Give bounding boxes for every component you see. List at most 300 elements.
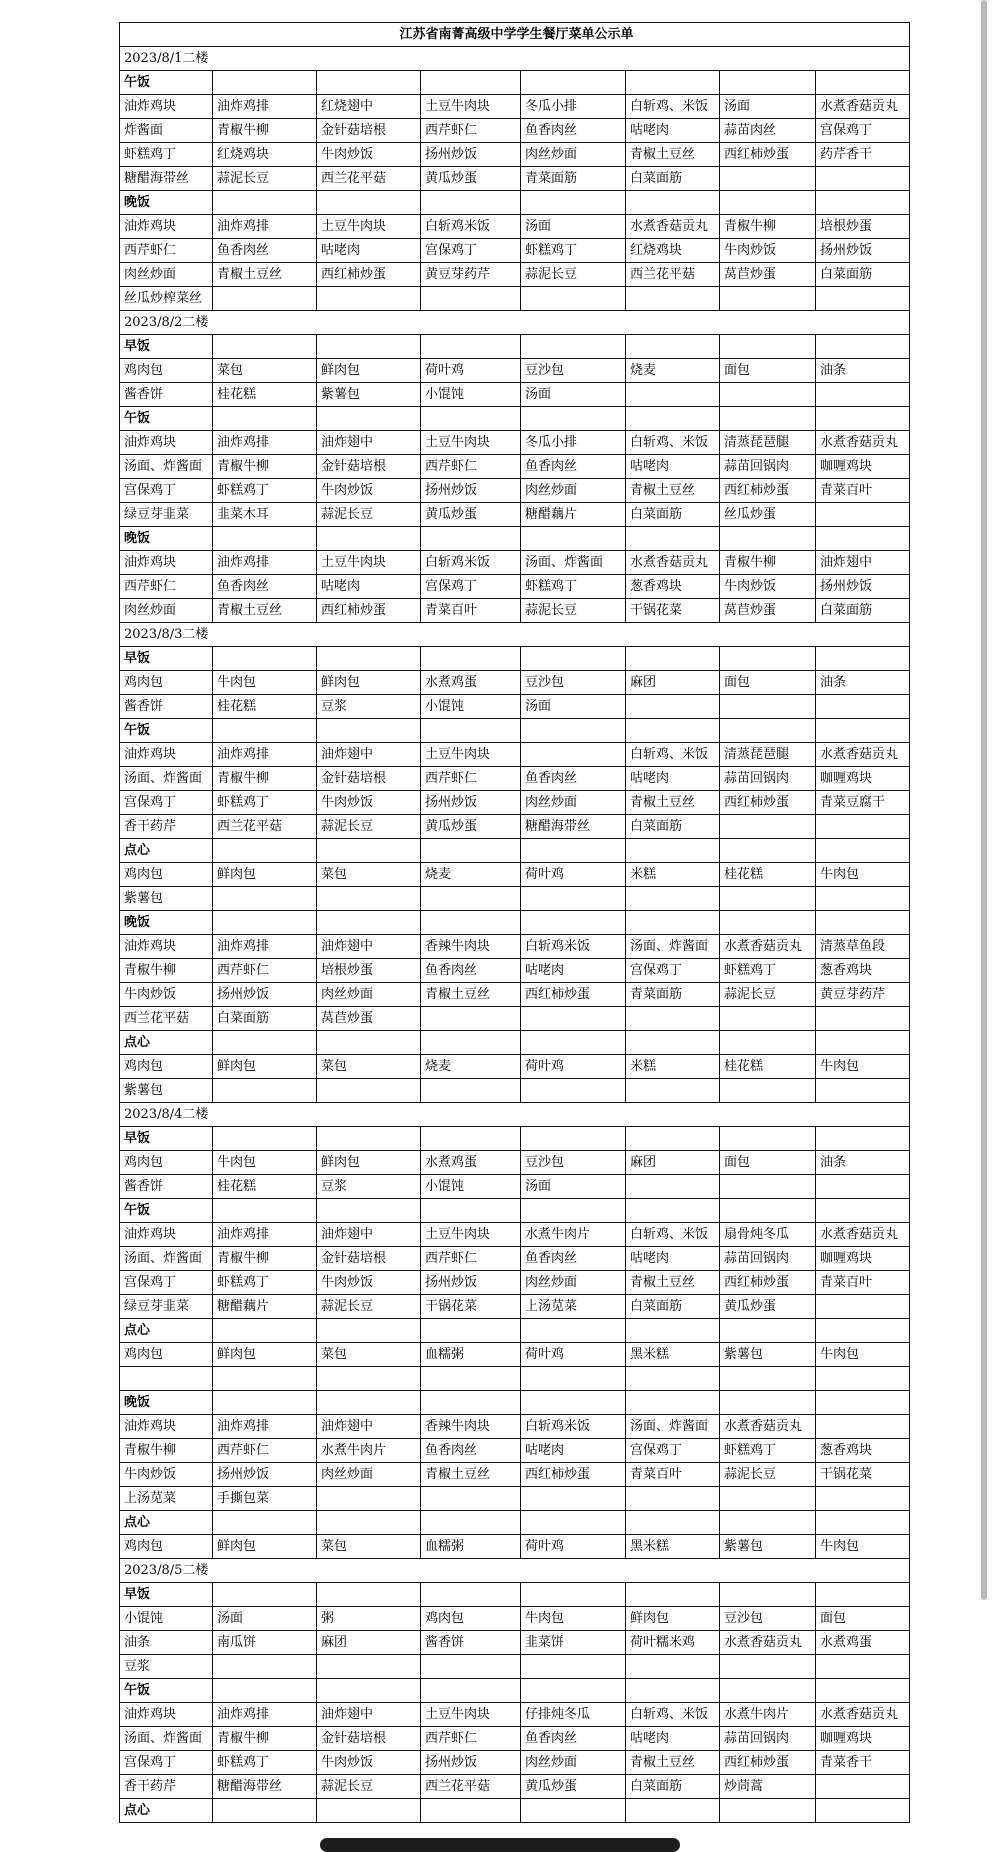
dish-cell: 汤面 xyxy=(521,215,626,239)
dish-cell: 西兰花平菇 xyxy=(626,263,720,287)
dish-cell: 油炸翅中 xyxy=(317,743,421,767)
empty-cell xyxy=(421,1511,521,1535)
empty-cell xyxy=(521,1511,626,1535)
dish-row xyxy=(120,503,910,527)
dish-cell: 鲜肉包 xyxy=(213,1055,317,1079)
dish-cell: 荷叶鸡 xyxy=(521,1535,626,1559)
dish-cell: 香干药芹 xyxy=(120,1775,213,1799)
dish-cell: 油炸鸡块 xyxy=(120,1703,213,1727)
dish-cell xyxy=(720,167,816,191)
dish-row xyxy=(120,791,910,815)
dish-cell: 桂花糕 xyxy=(213,383,317,407)
dish-cell: 糖醋藕片 xyxy=(213,1295,317,1319)
date-row xyxy=(120,47,910,71)
dish-cell: 酱香饼 xyxy=(120,695,213,719)
empty-cell xyxy=(521,911,626,935)
dish-cell: 油炸鸡排 xyxy=(213,95,317,119)
dish-cell: 汤面、炸酱面 xyxy=(120,767,213,791)
dish-cell: 桂花糕 xyxy=(720,863,816,887)
dish-cell: 牛肉炒饭 xyxy=(317,1751,421,1775)
dish-cell: 蒜泥长豆 xyxy=(317,503,421,527)
dish-row xyxy=(120,1775,910,1799)
dish-cell xyxy=(626,1175,720,1199)
dish-cell: 上汤苋菜 xyxy=(521,1295,626,1319)
empty-cell xyxy=(626,719,720,743)
dish-cell: 炸酱面 xyxy=(120,119,213,143)
empty-cell xyxy=(421,719,521,743)
dish-cell: 鱼香肉丝 xyxy=(521,455,626,479)
dish-cell: 油炸鸡块 xyxy=(120,95,213,119)
dish-row xyxy=(120,887,910,911)
dish-cell: 水煮牛肉片 xyxy=(317,1439,421,1463)
dish-row xyxy=(120,1607,910,1631)
dish-cell: 菜包 xyxy=(317,1055,421,1079)
dish-cell: 咕咾肉 xyxy=(521,1439,626,1463)
dish-cell xyxy=(720,383,816,407)
date-header: 2023/8/4二楼 xyxy=(120,1103,910,1127)
empty-cell xyxy=(421,1199,521,1223)
dish-cell: 宫保鸡丁 xyxy=(421,575,521,599)
dish-cell xyxy=(720,695,816,719)
dish-cell xyxy=(816,1367,910,1391)
empty-cell xyxy=(317,1319,421,1343)
dish-cell xyxy=(626,1487,720,1511)
dish-cell: 汤面、炸酱面 xyxy=(626,935,720,959)
dish-cell: 牛肉炒饭 xyxy=(317,143,421,167)
empty-cell xyxy=(521,1391,626,1415)
dish-cell: 菜包 xyxy=(317,1343,421,1367)
dish-cell: 鸡肉包 xyxy=(421,1607,521,1631)
dish-cell: 菜包 xyxy=(317,1535,421,1559)
dish-cell: 虾糕鸡丁 xyxy=(720,959,816,983)
dish-cell: 油炸翅中 xyxy=(317,1703,421,1727)
empty-cell xyxy=(213,1679,317,1703)
empty-cell xyxy=(521,407,626,431)
empty-cell xyxy=(626,1511,720,1535)
dish-cell: 白斩鸡米饭 xyxy=(521,935,626,959)
dish-cell: 西兰花平菇 xyxy=(213,815,317,839)
dish-cell: 蒜苗回锅肉 xyxy=(720,767,816,791)
dish-cell: 金针菇培根 xyxy=(317,119,421,143)
dish-cell: 水煮牛肉片 xyxy=(521,1223,626,1247)
meal-header-row xyxy=(120,1127,910,1151)
dish-cell: 牛肉包 xyxy=(816,1055,910,1079)
dish-cell: 汤面、炸酱面 xyxy=(120,455,213,479)
dish-row xyxy=(120,1295,910,1319)
empty-cell xyxy=(626,1679,720,1703)
dish-cell: 白斩鸡、米饭 xyxy=(626,743,720,767)
dish-cell: 葱香鸡块 xyxy=(816,959,910,983)
dish-cell: 白斩鸡米饭 xyxy=(521,1415,626,1439)
home-indicator-bar[interactable] xyxy=(320,1838,680,1852)
empty-cell xyxy=(720,1319,816,1343)
empty-cell xyxy=(816,839,910,863)
dish-cell: 鱼香肉丝 xyxy=(521,1727,626,1751)
dish-row xyxy=(120,1655,910,1679)
dish-cell: 红烧翅中 xyxy=(317,95,421,119)
dish-cell xyxy=(816,1079,910,1103)
dish-cell xyxy=(626,887,720,911)
dish-cell xyxy=(816,887,910,911)
dish-cell: 咕咾肉 xyxy=(626,1247,720,1271)
empty-cell xyxy=(816,335,910,359)
meal-header-row xyxy=(120,1319,910,1343)
dish-cell: 西芹虾仁 xyxy=(421,1247,521,1271)
dish-row xyxy=(120,815,910,839)
dish-cell: 糖醋海带丝 xyxy=(521,815,626,839)
meal-label: 早饭 xyxy=(120,1583,213,1607)
menu-table xyxy=(119,22,910,1823)
dish-cell xyxy=(317,1367,421,1391)
dish-cell: 青椒牛柳 xyxy=(120,959,213,983)
dish-cell: 土豆牛肉块 xyxy=(421,1223,521,1247)
dish-cell: 麻团 xyxy=(626,1151,720,1175)
dish-row xyxy=(120,287,910,311)
dish-cell: 白菜面筋 xyxy=(816,599,910,623)
empty-cell xyxy=(213,71,317,95)
dish-cell xyxy=(521,1655,626,1679)
empty-cell xyxy=(213,719,317,743)
empty-cell xyxy=(626,1319,720,1343)
empty-cell xyxy=(720,407,816,431)
dish-cell: 油炸翅中 xyxy=(317,1223,421,1247)
empty-cell xyxy=(317,71,421,95)
empty-cell xyxy=(720,647,816,671)
dish-cell: 丝瓜炒榨菜丝 xyxy=(120,287,213,311)
empty-cell xyxy=(720,719,816,743)
dish-cell xyxy=(720,287,816,311)
dish-cell: 白菜面筋 xyxy=(213,1007,317,1031)
dish-cell: 酱香饼 xyxy=(120,383,213,407)
dish-cell xyxy=(213,1367,317,1391)
dish-cell: 丝瓜炒蛋 xyxy=(720,503,816,527)
dish-cell: 扬州炒饭 xyxy=(421,479,521,503)
empty-cell xyxy=(317,1583,421,1607)
dish-cell xyxy=(521,1487,626,1511)
empty-cell xyxy=(816,1679,910,1703)
empty-cell xyxy=(213,1583,317,1607)
dish-cell: 鱼香肉丝 xyxy=(213,239,317,263)
dish-row xyxy=(120,1343,910,1367)
title-row xyxy=(120,23,910,47)
dish-cell: 青椒土豆丝 xyxy=(626,479,720,503)
dish-cell: 白菜面筋 xyxy=(626,167,720,191)
dish-cell xyxy=(816,1655,910,1679)
empty-cell xyxy=(626,1391,720,1415)
dish-cell: 牛肉包 xyxy=(816,1343,910,1367)
empty-cell xyxy=(213,335,317,359)
dish-cell: 青椒牛柳 xyxy=(213,455,317,479)
dish-cell: 宫保鸡丁 xyxy=(120,479,213,503)
empty-cell xyxy=(521,71,626,95)
dish-cell xyxy=(317,1655,421,1679)
dish-cell: 汤面、炸酱面 xyxy=(120,1727,213,1751)
empty-cell xyxy=(317,647,421,671)
meal-label: 点心 xyxy=(120,1319,213,1343)
dish-cell: 鸡肉包 xyxy=(120,1343,213,1367)
dish-cell: 牛肉炒饭 xyxy=(120,1463,213,1487)
dish-cell: 青椒土豆丝 xyxy=(626,1751,720,1775)
empty-cell xyxy=(213,1031,317,1055)
dish-cell: 油炸鸡排 xyxy=(213,215,317,239)
empty-cell xyxy=(317,1127,421,1151)
dish-cell: 小馄饨 xyxy=(421,383,521,407)
dish-cell: 豆沙包 xyxy=(720,1607,816,1631)
dish-row xyxy=(120,119,910,143)
dish-cell: 蒜泥长豆 xyxy=(317,1775,421,1799)
dish-cell: 桂花糕 xyxy=(720,1055,816,1079)
meal-header-row xyxy=(120,1799,910,1823)
empty-cell xyxy=(317,191,421,215)
dish-cell: 烧麦 xyxy=(626,359,720,383)
empty-cell xyxy=(816,191,910,215)
dish-cell: 咖喱鸡块 xyxy=(816,1727,910,1751)
dish-cell: 豆浆 xyxy=(317,1175,421,1199)
empty-cell xyxy=(421,911,521,935)
dish-cell: 青椒牛柳 xyxy=(213,1247,317,1271)
dish-cell: 水煮鸡蛋 xyxy=(421,671,521,695)
dish-row xyxy=(120,743,910,767)
dish-cell: 绿豆芽韭菜 xyxy=(120,503,213,527)
dish-cell: 西红柿炒蛋 xyxy=(720,143,816,167)
empty-cell xyxy=(421,1031,521,1055)
dish-cell: 葱香鸡块 xyxy=(816,1439,910,1463)
dish-cell: 荷叶糯米鸡 xyxy=(626,1631,720,1655)
empty-cell xyxy=(720,1511,816,1535)
meal-label: 点心 xyxy=(120,1799,213,1823)
dish-cell xyxy=(816,695,910,719)
dish-cell: 上汤苋菜 xyxy=(120,1487,213,1511)
dish-cell: 油条 xyxy=(816,671,910,695)
meal-label: 早饭 xyxy=(120,1127,213,1151)
dish-row xyxy=(120,455,910,479)
dish-row xyxy=(120,1487,910,1511)
dish-cell: 鲜肉包 xyxy=(317,671,421,695)
dish-cell: 黄瓜炒蛋 xyxy=(521,1775,626,1799)
empty-cell xyxy=(521,1799,626,1823)
dish-cell xyxy=(816,287,910,311)
dish-cell: 油炸翅中 xyxy=(317,935,421,959)
dish-row xyxy=(120,1439,910,1463)
dish-cell: 汤面、炸酱面 xyxy=(120,1247,213,1271)
dish-cell xyxy=(317,1487,421,1511)
empty-cell xyxy=(317,911,421,935)
dish-cell: 糖醋海带丝 xyxy=(213,1775,317,1799)
dish-cell: 米糕 xyxy=(626,1055,720,1079)
dish-cell: 桂花糕 xyxy=(213,1175,317,1199)
dish-cell: 西红柿炒蛋 xyxy=(521,1463,626,1487)
dish-cell: 蒜苗回锅肉 xyxy=(720,1727,816,1751)
dish-cell: 豆沙包 xyxy=(521,359,626,383)
dish-cell xyxy=(816,503,910,527)
dish-cell: 西红柿炒蛋 xyxy=(521,983,626,1007)
meal-label: 点心 xyxy=(120,1031,213,1055)
dish-cell: 土豆牛肉块 xyxy=(421,431,521,455)
empty-cell xyxy=(317,719,421,743)
dish-cell xyxy=(626,695,720,719)
dish-cell: 油炸鸡排 xyxy=(213,1415,317,1439)
empty-cell xyxy=(626,647,720,671)
empty-cell xyxy=(816,1511,910,1535)
dish-cell xyxy=(421,1007,521,1031)
meal-header-row xyxy=(120,911,910,935)
dish-cell: 糖醋藕片 xyxy=(521,503,626,527)
dish-cell: 西兰花平菇 xyxy=(317,167,421,191)
dish-cell: 青椒牛柳 xyxy=(120,1439,213,1463)
empty-cell xyxy=(816,1127,910,1151)
empty-cell xyxy=(521,335,626,359)
empty-cell xyxy=(213,839,317,863)
dish-cell: 青菜面筋 xyxy=(521,167,626,191)
dish-cell: 面包 xyxy=(816,1607,910,1631)
dish-cell: 荷叶鸡 xyxy=(521,863,626,887)
dish-cell xyxy=(720,1175,816,1199)
dish-cell: 西兰花平菇 xyxy=(120,1007,213,1031)
empty-cell xyxy=(816,527,910,551)
date-row xyxy=(120,1103,910,1127)
dish-cell: 白斩鸡、米饭 xyxy=(626,431,720,455)
empty-cell xyxy=(720,1583,816,1607)
empty-cell xyxy=(521,191,626,215)
dish-cell: 油炸鸡块 xyxy=(120,215,213,239)
dish-cell xyxy=(626,287,720,311)
dish-cell: 青菜豆腐干 xyxy=(816,791,910,815)
meal-label: 午饭 xyxy=(120,407,213,431)
vertical-scrollbar[interactable] xyxy=(980,0,988,1847)
dish-cell: 香辣牛肉块 xyxy=(421,1415,521,1439)
dish-row xyxy=(120,1271,910,1295)
dish-cell: 青椒土豆丝 xyxy=(421,1463,521,1487)
dish-cell: 黄瓜炒蛋 xyxy=(421,815,521,839)
dish-cell: 白斩鸡米饭 xyxy=(421,551,521,575)
dish-cell: 西红柿炒蛋 xyxy=(317,263,421,287)
empty-cell xyxy=(521,527,626,551)
dish-cell: 西芹虾仁 xyxy=(421,455,521,479)
dish-cell: 鲜肉包 xyxy=(317,359,421,383)
dish-cell: 水煮香菇贡丸 xyxy=(720,935,816,959)
dish-cell xyxy=(816,1175,910,1199)
dish-cell: 冬瓜小排 xyxy=(521,95,626,119)
dish-cell: 肉丝炒面 xyxy=(521,1751,626,1775)
dish-cell: 莴苣炒蛋 xyxy=(317,1007,421,1031)
empty-cell xyxy=(213,1127,317,1151)
dish-cell: 西红柿炒蛋 xyxy=(720,1271,816,1295)
empty-cell xyxy=(421,191,521,215)
scrollbar-thumb[interactable] xyxy=(981,0,987,1600)
dish-cell: 汤面 xyxy=(720,95,816,119)
empty-cell xyxy=(626,1199,720,1223)
dish-cell: 紫薯包 xyxy=(120,887,213,911)
empty-cell xyxy=(421,839,521,863)
dish-cell: 青椒牛柳 xyxy=(213,1727,317,1751)
dish-cell: 鸡肉包 xyxy=(120,1055,213,1079)
meal-label: 点心 xyxy=(120,839,213,863)
dish-cell xyxy=(521,887,626,911)
dish-cell: 麻团 xyxy=(626,671,720,695)
empty-cell xyxy=(720,1127,816,1151)
dish-cell: 鸡肉包 xyxy=(120,1151,213,1175)
dish-row xyxy=(120,1463,910,1487)
empty-cell xyxy=(816,1319,910,1343)
empty-cell xyxy=(421,1583,521,1607)
dish-cell: 宫保鸡丁 xyxy=(816,119,910,143)
dish-cell: 韭菜饼 xyxy=(521,1631,626,1655)
dish-cell: 炒茼蒿 xyxy=(720,1775,816,1799)
dish-cell: 水煮香菇贡丸 xyxy=(816,743,910,767)
dish-cell: 汤面、炸酱面 xyxy=(626,1415,720,1439)
dish-cell: 冬瓜小排 xyxy=(521,431,626,455)
empty-cell xyxy=(317,335,421,359)
dish-cell: 干锅花菜 xyxy=(626,599,720,623)
empty-cell xyxy=(626,1583,720,1607)
dish-cell: 油炸鸡块 xyxy=(120,431,213,455)
dish-cell: 白菜面筋 xyxy=(626,815,720,839)
dish-cell: 土豆牛肉块 xyxy=(421,95,521,119)
dish-cell: 虾糕鸡丁 xyxy=(213,1751,317,1775)
empty-cell xyxy=(421,71,521,95)
empty-cell xyxy=(421,1391,521,1415)
dish-cell: 肉丝炒面 xyxy=(317,1463,421,1487)
meal-header-row xyxy=(120,719,910,743)
dish-cell: 扬州炒饭 xyxy=(816,575,910,599)
meal-label: 午饭 xyxy=(120,1679,213,1703)
empty-cell xyxy=(421,1127,521,1151)
empty-cell xyxy=(720,1391,816,1415)
dish-cell: 肉丝炒面 xyxy=(521,1271,626,1295)
empty-cell xyxy=(816,719,910,743)
dish-cell: 蒜泥长豆 xyxy=(720,1463,816,1487)
dish-cell: 油炸鸡排 xyxy=(213,431,317,455)
meal-label: 午饭 xyxy=(120,1199,213,1223)
dish-cell: 扬州炒饭 xyxy=(421,1751,521,1775)
dish-cell xyxy=(521,743,626,767)
empty-cell xyxy=(626,335,720,359)
dish-row xyxy=(120,935,910,959)
meal-header-row xyxy=(120,1511,910,1535)
dish-cell: 面包 xyxy=(720,359,816,383)
dish-cell: 鱼香肉丝 xyxy=(521,767,626,791)
dish-row xyxy=(120,1535,910,1559)
date-header: 2023/8/3二楼 xyxy=(120,623,910,647)
empty-cell xyxy=(816,1799,910,1823)
dish-cell: 油炸鸡块 xyxy=(120,935,213,959)
dish-cell: 面包 xyxy=(720,671,816,695)
dish-cell xyxy=(720,1655,816,1679)
dish-cell: 水煮香菇贡丸 xyxy=(720,1415,816,1439)
dish-cell: 汤面 xyxy=(521,1175,626,1199)
dish-cell: 肉丝炒面 xyxy=(521,479,626,503)
dish-cell: 牛肉炒饭 xyxy=(317,479,421,503)
dish-cell: 小馄饨 xyxy=(421,1175,521,1199)
dish-cell: 金针菇培根 xyxy=(317,1727,421,1751)
dish-cell: 西芹虾仁 xyxy=(213,1439,317,1463)
dish-cell: 金针菇培根 xyxy=(317,455,421,479)
dish-cell xyxy=(521,1367,626,1391)
dish-cell: 西芹虾仁 xyxy=(120,239,213,263)
dish-cell: 培根炒蛋 xyxy=(816,215,910,239)
dish-row xyxy=(120,143,910,167)
dish-cell: 蒜苗肉丝 xyxy=(720,119,816,143)
empty-cell xyxy=(317,1799,421,1823)
meal-header-row xyxy=(120,647,910,671)
empty-cell xyxy=(816,1583,910,1607)
dish-cell: 白菜面筋 xyxy=(626,1295,720,1319)
dish-cell: 青菜面筋 xyxy=(626,983,720,1007)
dish-cell: 鱼香肉丝 xyxy=(213,575,317,599)
dish-cell: 白菜面筋 xyxy=(626,1775,720,1799)
dish-cell: 面包 xyxy=(720,1151,816,1175)
dish-cell: 油炸鸡排 xyxy=(213,1223,317,1247)
